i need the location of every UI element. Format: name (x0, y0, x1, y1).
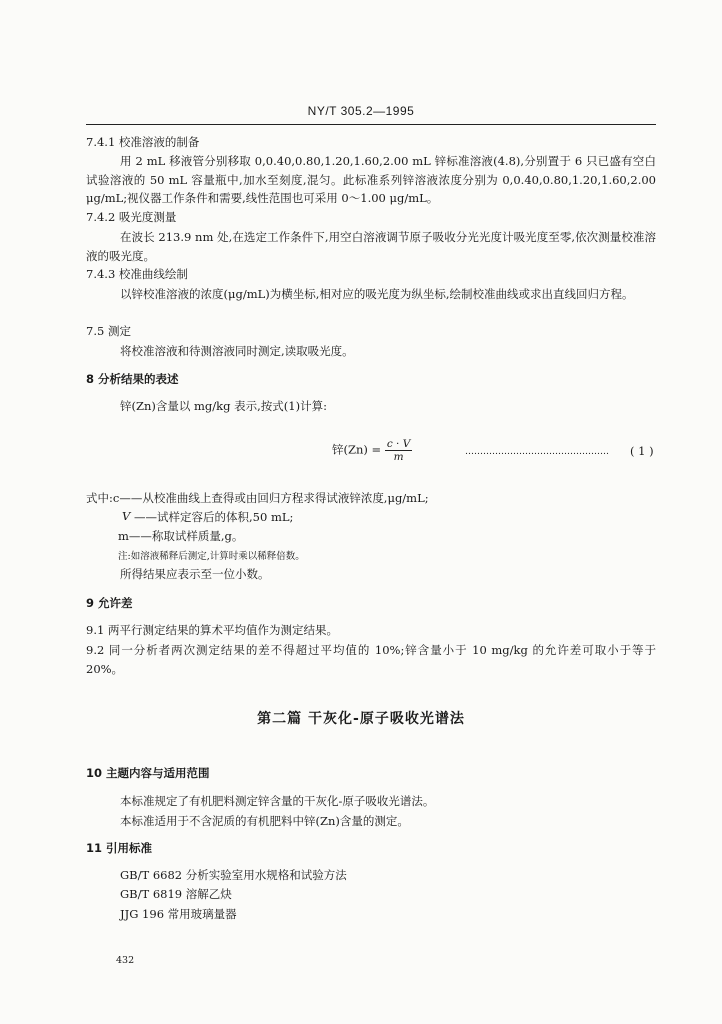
header-rule (86, 124, 656, 125)
section-7-4-1-body: 用 2 mL 移液管分别移取 0,0.40,0.80,1.20,1.60,2.00 mL 锌标准溶液(4.8),分别置于 6 只已盛有空白试验溶液的 50 mL 容量瓶中,加水至刻度,混匀。此标准系列锌溶液浓度分别为 0,0.40,0.80,1.20,1.60,2.00 μg/mL;视仪器工作条件和需要,线性范围也可采用 0～1.00 μg/mL。 (86, 154, 656, 205)
result-precision: 所得结果应表示至一位小数。 (120, 567, 270, 581)
formula-fraction (385, 438, 412, 463)
section-7-4-3-title: 7.4.3 校准曲线绘制 (86, 267, 188, 281)
reference-item: JJG 196 常用玻璃量器 (120, 907, 237, 921)
section-10-p2: 本标准适用于不含泥质的有机肥料中锌(Zn)含量的测定。 (120, 814, 409, 828)
section-10-title: 10 主题内容与适用范围 (86, 766, 210, 780)
formula-leader-dots: ………………………………………… (465, 447, 609, 457)
section-8-intro: 锌(Zn)含量以 mg/kg 表示,按式(1)计算: (120, 399, 327, 413)
formula-denominator: m (393, 451, 404, 463)
formula-numerator: c · V (386, 438, 411, 450)
where-v: ——试样定容后的体积,50 mL; (134, 510, 294, 524)
section-7-4-3-body: 以锌校准溶液的浓度(μg/mL)为横坐标,相对应的吸光度为纵坐标,绘制校准曲线或求出直线回归方程。 (120, 287, 634, 301)
section-7-4-1-title: 7.4.1 校准溶液的制备 (86, 135, 200, 149)
formula-1 (332, 438, 412, 463)
where-v-symbol: V (122, 509, 131, 523)
reference-item: GB/T 6682 分析实验室用水规格和试验方法 (120, 868, 347, 882)
where-m: m——称取试样质量,g。 (118, 529, 244, 543)
part-2-title: 第二篇 干灰化-原子吸收光谱法 (257, 711, 465, 727)
section-9-title: 9 允许差 (86, 596, 133, 610)
section-7-4-2-body: 在波长 213.9 nm 处,在选定工作条件下,用空白溶液调节原子吸收分光光度计吸光度至零,依次测量校准溶液的吸光度。 (86, 230, 656, 263)
page-number: 432 (116, 955, 135, 966)
section-8-title: 8 分析结果的表述 (86, 372, 179, 386)
section-10-p1: 本标准规定了有机肥料测定锌含量的干灰化-原子吸收光谱法。 (120, 794, 435, 808)
header-standard-code: NY/T 305.2—1995 (307, 104, 415, 118)
section-7-5-title: 7.5 测定 (86, 324, 131, 338)
section-7-5-body: 将校准溶液和待测溶液同时测定,读取吸光度。 (120, 344, 354, 358)
note: 注:如溶液稀释后测定,计算时乘以稀释倍数。 (118, 551, 305, 562)
reference-item: GB/T 6819 溶解乙炔 (120, 887, 232, 901)
section-9-1: 9.1 两平行测定结果的算术平均值作为测定结果。 (86, 623, 338, 637)
section-7-4-2-title: 7.4.2 吸光度测量 (86, 210, 177, 224)
formula-number: ( 1 ) (630, 444, 654, 458)
formula-lhs: 锌(Zn) = (332, 442, 382, 457)
where-c: 式中:c——从校准曲线上查得或由回归方程求得试液锌浓度,μg/mL; (86, 491, 429, 505)
section-9-2: 9.2 同一分析者两次测定结果的差不得超过平均值的 10%;锌含量小于 10 mg/kg 的允许差可取小于等于 20%。 (86, 643, 656, 676)
section-11-title: 11 引用标准 (86, 841, 153, 855)
